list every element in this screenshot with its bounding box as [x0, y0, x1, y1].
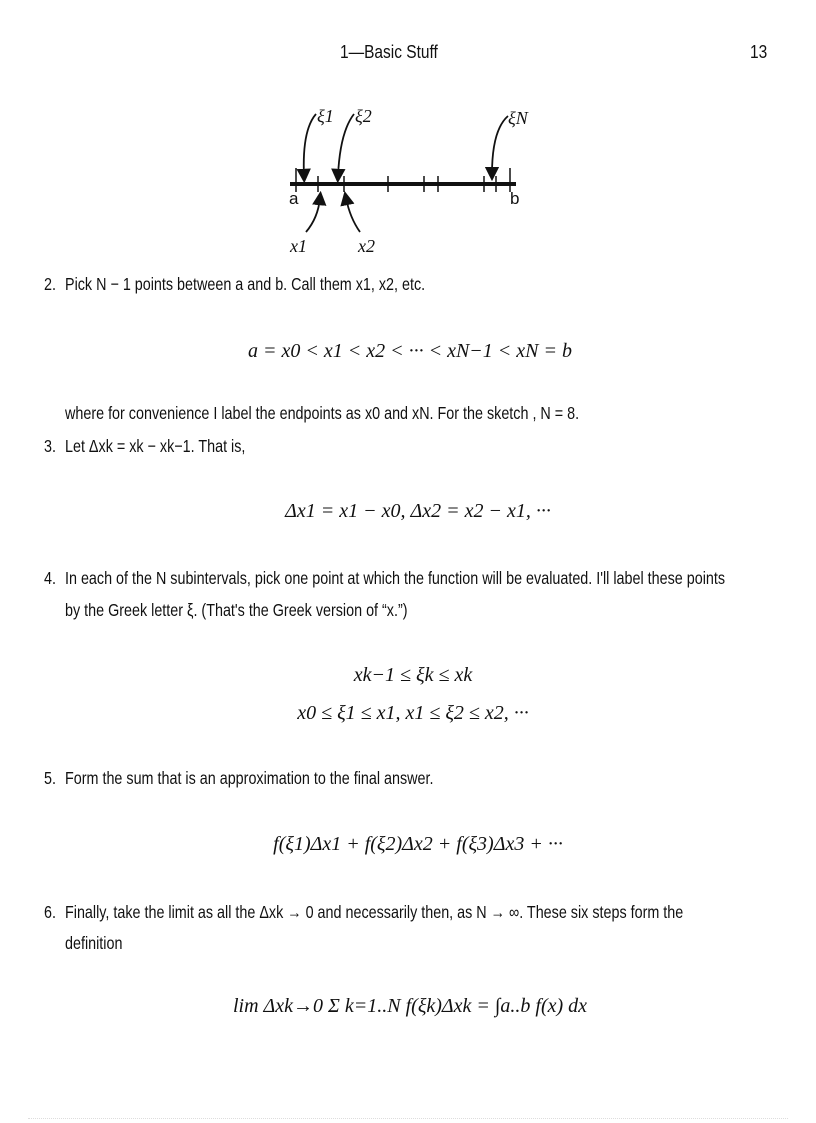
item-5-text: Form the sum that is an approximation to the final answer.	[65, 768, 434, 788]
item-5-number: 5.	[44, 768, 56, 788]
item-2-text: Pick N − 1 points between a and b. Call them x1, x2, etc.	[65, 274, 426, 294]
x1-arrow	[306, 198, 320, 232]
xi1-arrow	[304, 114, 316, 176]
x2-arrow	[346, 198, 360, 232]
item-6-number: 6.	[44, 902, 56, 922]
label-x1: x1	[290, 236, 307, 256]
item-4-equation-1: xk−1 ≤ ξk ≤ xk	[353, 664, 473, 686]
item-6-equation: lim Δxk→0 Σ k=1..N f(ξk)Δxk = ∫a..b f(x) dx	[232, 995, 588, 1017]
item-4-line1: In each of the N subintervals, pick one point at which the function will be evaluated. I'll label these points	[65, 568, 726, 588]
page-number: 13	[750, 42, 768, 62]
running-header-title: 1—Basic Stuff	[340, 42, 438, 62]
item-3-number: 3.	[44, 436, 56, 456]
item-4-line2: by the Greek letter ξ. (That's the Greek version of “x.”)	[65, 600, 408, 620]
item-4-equation-2: x0 ≤ ξ1 ≤ x1, x1 ≤ ξ2 ≤ x2, ···	[297, 702, 529, 724]
item-2-number: 2.	[44, 274, 56, 294]
item-6-line2: definition	[65, 933, 123, 953]
label-b: b	[510, 189, 520, 208]
item-2-followup: where for convenience I label the endpoints as x0 and xN. For the sketch , N = 8.	[65, 403, 580, 423]
item-4-number: 4.	[44, 568, 56, 588]
item-3-equation: Δx1 = x1 − x0, Δx2 = x2 − x1, ···	[285, 500, 551, 522]
item-6-line1: Finally, take the limit as all the Δxk → 0 and necessarily then, as N → ∞. These six steps form the	[65, 902, 684, 922]
xi2-arrow	[338, 114, 354, 176]
xiN-arrow	[492, 116, 508, 174]
label-xi1: ξ1	[317, 106, 334, 126]
item-3-text: Let Δxk = xk − xk−1. That is,	[65, 436, 246, 456]
label-x2: x2	[358, 236, 375, 256]
footer-rule	[28, 1118, 788, 1119]
label-a: a	[289, 189, 299, 208]
item-2-equation: a = x0 < x1 < x2 < ··· < xN−1 < xN = b	[247, 340, 573, 362]
item-5-equation: f(ξ1)Δx1 + f(ξ2)Δx2 + f(ξ3)Δx3 + ···	[273, 833, 563, 855]
label-xiN: ξN	[508, 108, 528, 128]
label-xi2: ξ2	[355, 106, 372, 126]
